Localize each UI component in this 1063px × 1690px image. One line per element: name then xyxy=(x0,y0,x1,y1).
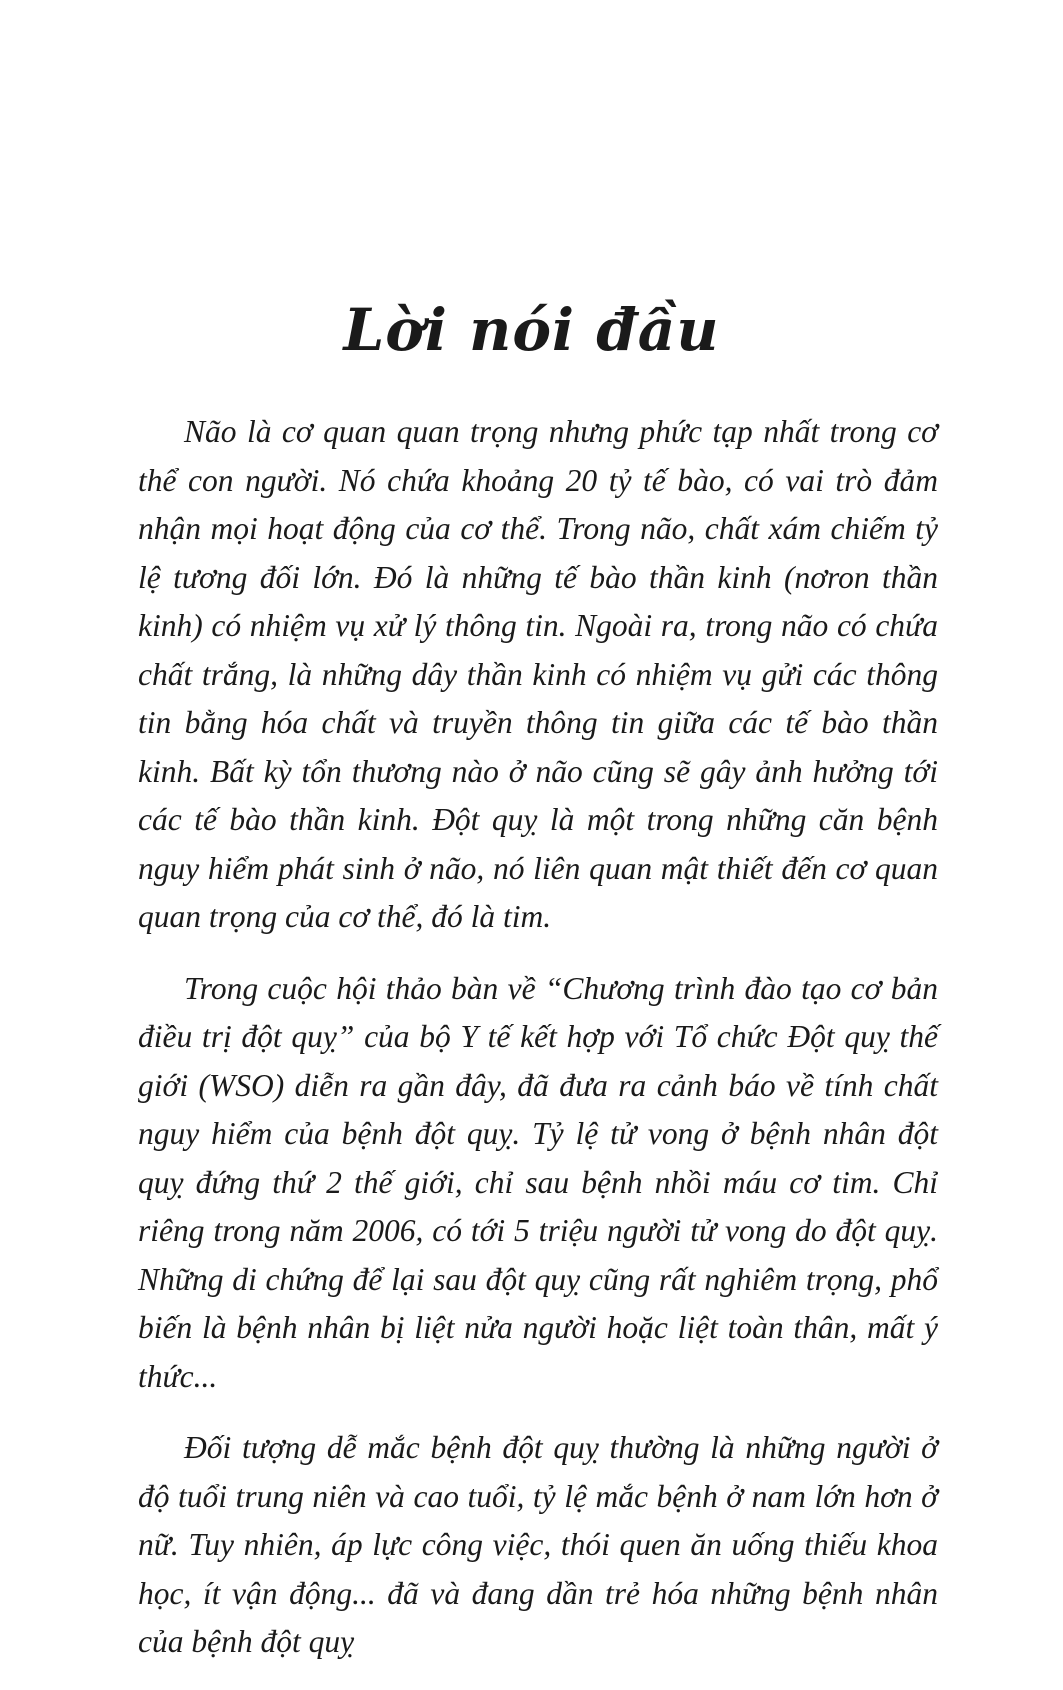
paragraph-1: Não là cơ quan quan trọng nhưng phức tạp nhất trong cơ thể con người. Nó chứa khoảng 20 tỷ tế bào, có vai trò đảm nhận mọi hoạt động của cơ thể. Trong não, chất xám chiếm tỷ lệ tương đối lớn. Đó là những tế bào thần kinh (nơron thần kinh) có nhiệm vụ xử lý thông tin. Ngoài ra, trong não có chứa chất trắng, là những dây thần kinh có nhiệm vụ gửi các thông tin bằng hóa chất và truyền thông tin giữa các tế bào thần kinh. Bất kỳ tổn thương nào ở não cũng sẽ gây ảnh hưởng tới các tế bào thần kinh. Đột quỵ là một trong những căn bệnh nguy hiểm phát sinh ở não, nó liên quan mật thiết đến cơ quan quan trọng của cơ thể, đó là tim. xyxy=(138,414,938,934)
page-title: Lời nói đầu xyxy=(343,296,720,364)
body-text xyxy=(138,408,938,1690)
paragraph-3: Đối tượng dễ mắc bệnh đột quỵ thường là những người ở độ tuổi trung niên và cao tuổi, tỷ lệ mắc bệnh ở nam lớn hơn ở nữ. Tuy nhiên, áp lực công việc, thói quen ăn uống thiếu khoa học, ít vận động... đã và đang dần trẻ hóa những bệnh nhân của bệnh đột quỵ xyxy=(138,1430,938,1659)
paragraph-2: Trong cuộc hội thảo bàn về “Chương trình đào tạo cơ bản điều trị đột quỵ” của bộ Y tế kết hợp với Tổ chức Đột quỵ thế giới (WSO) diễn ra gần đây, đã đưa ra cảnh báo về tính chất nguy hiểm của bệnh đột quỵ. Tỷ lệ tử vong ở bệnh nhân đột quỵ đứng thứ 2 thế giới, chỉ sau bệnh nhồi máu cơ tim. Chỉ riêng trong năm 2006, có tới 5 triệu người tử vong do đột quỵ. Những di chứng để lại sau đột quỵ cũng rất nghiêm trọng, phổ biến là bệnh nhân bị liệt nửa người hoặc liệt toàn thân, mất ý thức... xyxy=(138,970,938,1394)
